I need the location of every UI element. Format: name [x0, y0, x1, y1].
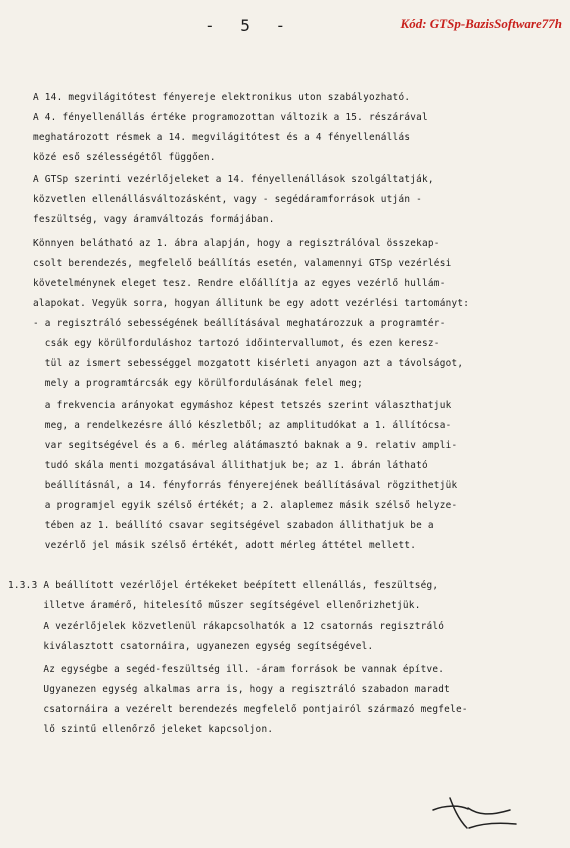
section-line: Ugyanezen egység alkalmas arra is, hogy a regisztráló szabadon maradt: [8, 684, 451, 695]
list-item-line: beállításnál, a 14. fényforrás fényerejének beállításával rögzithetjük: [33, 480, 458, 491]
text-line: A GTSp szerinti vezérlőjeleket a 14. fényellenállások szolgáltatják,: [33, 174, 434, 185]
list-item-line: vezérlő jel másik szélső értékét, adott mérleg áttétel mellett.: [33, 540, 417, 551]
text-line: A 4. fényellenállás értéke programozottan változik a 15. részárával: [33, 112, 428, 123]
section-line: csatornáira a vezérelt berendezés megfelelő pontjairól származó megfele-: [8, 704, 468, 715]
section-line: illetve áramérő, hitelesítő műszer segítségével ellenőrizhetjük.: [8, 600, 421, 611]
list-item-line: mely a programtárcsák egy körülfordulásának felel meg;: [33, 378, 364, 389]
list-item-line: tül az ismert sebességgel mozgatott kisérleti anyagon azt a távolságot,: [33, 358, 464, 369]
section-line: lő szintű ellenőrző jeleket kapcsoljon.: [8, 724, 274, 735]
list-item-line: tében az 1. beállító csavar segitségével szabadon állithatjuk be a: [33, 520, 434, 531]
text-line: követelménynek eleget tesz. Rendre előállítja az egyes vezérlő hullám-: [33, 278, 446, 289]
list-item-line: a programjel egyik szélső értékét; a 2. alaplemez másik szélső helyze-: [33, 500, 458, 511]
text-line: közvetlen ellenállásváltozásként, vagy - segédáramforrások utján -: [33, 194, 423, 205]
list-item-line: tudó skála menti mozgatásával állithatjuk be; az 1. ábrán látható: [33, 460, 428, 471]
text-line: közé eső szélességétől függően.: [33, 152, 216, 163]
list-item-line: csák egy körülforduláshoz tartozó időintervallumot, és ezen keresz-: [33, 338, 440, 349]
page-header: [0, 16, 570, 36]
list-item-line: meg, a rendelkezésre álló készletből; az amplitudókat a 1. állítócsa-: [33, 420, 452, 431]
text-line: csolt berendezés, megfelelő beállítás esetén, valamennyi GTSp vezérlési: [33, 258, 452, 269]
list-item-line: var segitségével és a 6. mérleg alátámasztó baknak a 9. relativ ampli-: [33, 440, 458, 451]
text-line: Könnyen belátható az 1. ábra alapján, hogy a regisztrálóval összekap-: [33, 238, 440, 249]
text-line: A 14. megvilágitótest fényereje elektronikus uton szabályozható.: [33, 92, 411, 103]
code-label: Kód: GTSp-BazisSoftware77h: [400, 16, 562, 31]
section-heading-line: 1.3.3 A beállított vezérlőjel értékeket beépített ellenállás, feszültség,: [8, 580, 439, 591]
signature-icon: [420, 790, 530, 840]
list-item-line: a frekvencia arányokat egymáshoz képest tetszés szerint választhatjuk: [33, 400, 452, 411]
text-line: feszültség, vagy áramváltozás formájában.: [33, 214, 275, 225]
text-line: meghatározott résmek a 14. megvilágitótest és a 4 fényellenállás: [33, 132, 411, 143]
page-number: - 5 -: [205, 16, 294, 35]
list-item-line: - a regisztráló sebességének beállításával meghatározzuk a programtér-: [33, 318, 446, 329]
section-line: kiválasztott csatornáira, ugyanezen egység segítségével.: [8, 641, 374, 652]
section-line: Az egységbe a segéd-feszültség ill. -áram források be vannak építve.: [8, 664, 445, 675]
text-line: alapokat. Vegyük sorra, hogyan állitunk be egy adott vezérlési tartományt:: [33, 298, 470, 309]
section-line: A vezérlőjelek közvetlenül rákapcsolhatók a 12 csatornás regisztráló: [8, 621, 445, 632]
